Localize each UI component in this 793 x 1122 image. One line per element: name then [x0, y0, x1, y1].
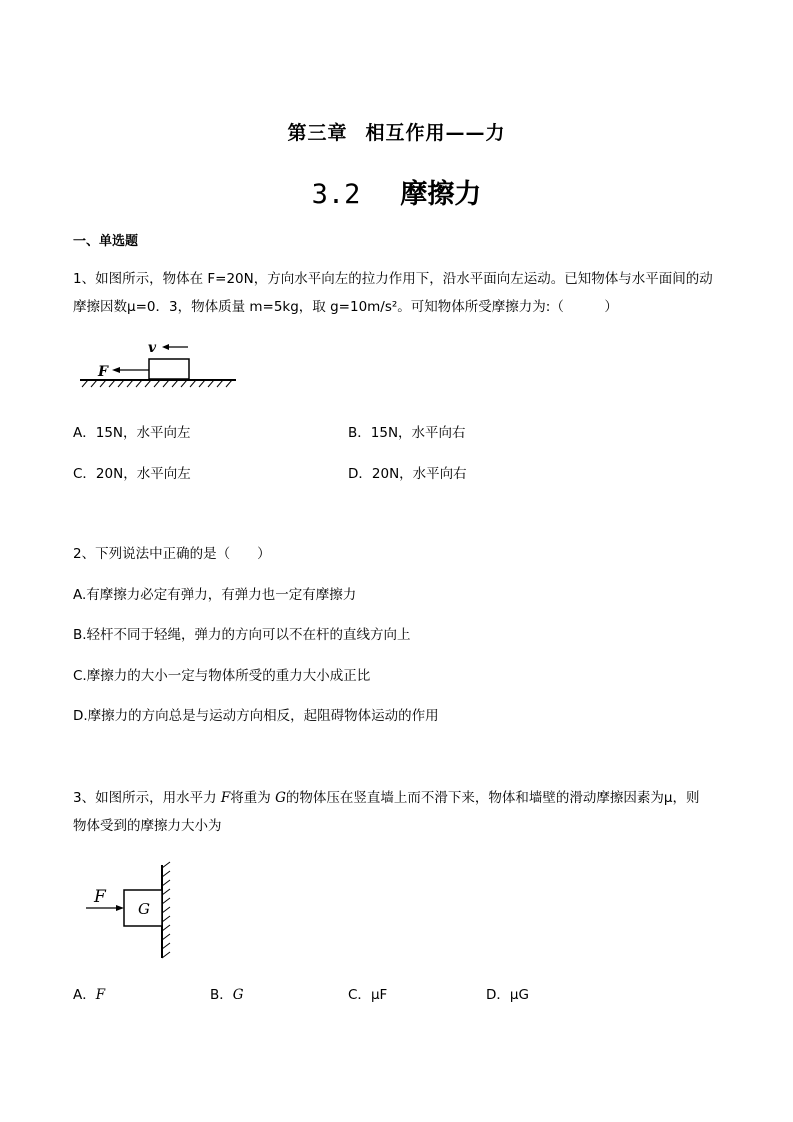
block: [149, 359, 189, 379]
chapter-title: 相互作用——力: [365, 122, 506, 144]
option-c-value: μF: [370, 987, 388, 1003]
option-d-value: μG: [509, 987, 529, 1003]
question-3-symbol-g: G: [275, 790, 286, 806]
question-1-line-2: 摩擦因数μ=0．3，物体质量 m=5kg，取 g=10m/s²。可知物体所受摩擦力为:（ ）: [73, 299, 618, 315]
question-3-line-2: 物体受到的摩擦力大小为: [73, 818, 222, 834]
question-1-option-c[interactable]: C．20N，水平向左: [73, 466, 191, 482]
question-3-text-c: 的物体压在竖直墙上而不滑下来，物体和墙壁的滑动摩擦因素为μ，则: [285, 790, 700, 806]
velocity-label: v: [148, 340, 157, 356]
force-arrowhead: [112, 367, 120, 373]
question-3-option-d[interactable]: [486, 985, 529, 1005]
weight-label: G: [138, 900, 150, 918]
option-a-value: F: [95, 987, 106, 1003]
option-a-prefix: A．: [73, 987, 96, 1003]
question-3-option-b[interactable]: [210, 985, 244, 1005]
question-1-option-d[interactable]: D．20N，水平向右: [348, 466, 467, 482]
question-1-figure: [78, 335, 240, 395]
question-3-text-b: 将重为: [230, 790, 276, 806]
question-2-option-d[interactable]: D.摩擦力的方向总是与运动方向相反，起阻碍物体运动的作用: [73, 708, 439, 724]
option-d-prefix: D．: [486, 987, 510, 1003]
question-3-stem: [73, 784, 733, 840]
option-b-prefix: B．: [210, 987, 233, 1003]
question-2-option-b[interactable]: B.轻杆不同于轻绳，弹力的方向可以不在杆的直线方向上: [73, 627, 411, 643]
section-label: 一、单选题: [73, 234, 139, 249]
question-3-text-a: 3、如图所示，用水平力: [73, 790, 221, 806]
velocity-arrowhead: [162, 344, 169, 350]
question-3-symbol-f: F: [220, 790, 231, 806]
question-1-stem: [73, 265, 733, 321]
force-label: F: [94, 887, 106, 907]
question-1-line-1: 1、如图所示，物体在 F=20N，方向水平向左的拉力作用下，沿水平面向左运动。已知物体与水平面间的动: [73, 271, 713, 287]
force-arrowhead: [116, 905, 124, 911]
page-title: [0, 172, 793, 211]
question-3-line-1: [73, 784, 733, 812]
force-label: F: [98, 364, 108, 380]
option-b-value: G: [232, 987, 244, 1003]
section-title: 摩擦力: [400, 179, 482, 210]
question-3-option-c[interactable]: [348, 985, 387, 1005]
question-2-stem: 2、下列说法中正确的是（ ）: [73, 546, 271, 562]
option-c-prefix: C．: [348, 987, 371, 1003]
ground-hatching: [82, 380, 232, 387]
question-3-figure: [80, 860, 190, 965]
chapter-heading: [0, 118, 793, 145]
wall-hatching: [162, 862, 170, 958]
section-number: 3.2: [311, 179, 361, 210]
question-2-option-a[interactable]: A.有摩擦力必定有弹力，有弹力也一定有摩擦力: [73, 587, 357, 603]
question-1-option-b[interactable]: B．15N，水平向右: [348, 425, 466, 441]
chapter-number: 第三章: [287, 122, 348, 144]
question-3-option-a[interactable]: [73, 985, 105, 1005]
question-1-option-a[interactable]: A．15N，水平向左: [73, 425, 191, 441]
question-2-option-c[interactable]: C.摩擦力的大小一定与物体所受的重力大小成正比: [73, 668, 371, 684]
